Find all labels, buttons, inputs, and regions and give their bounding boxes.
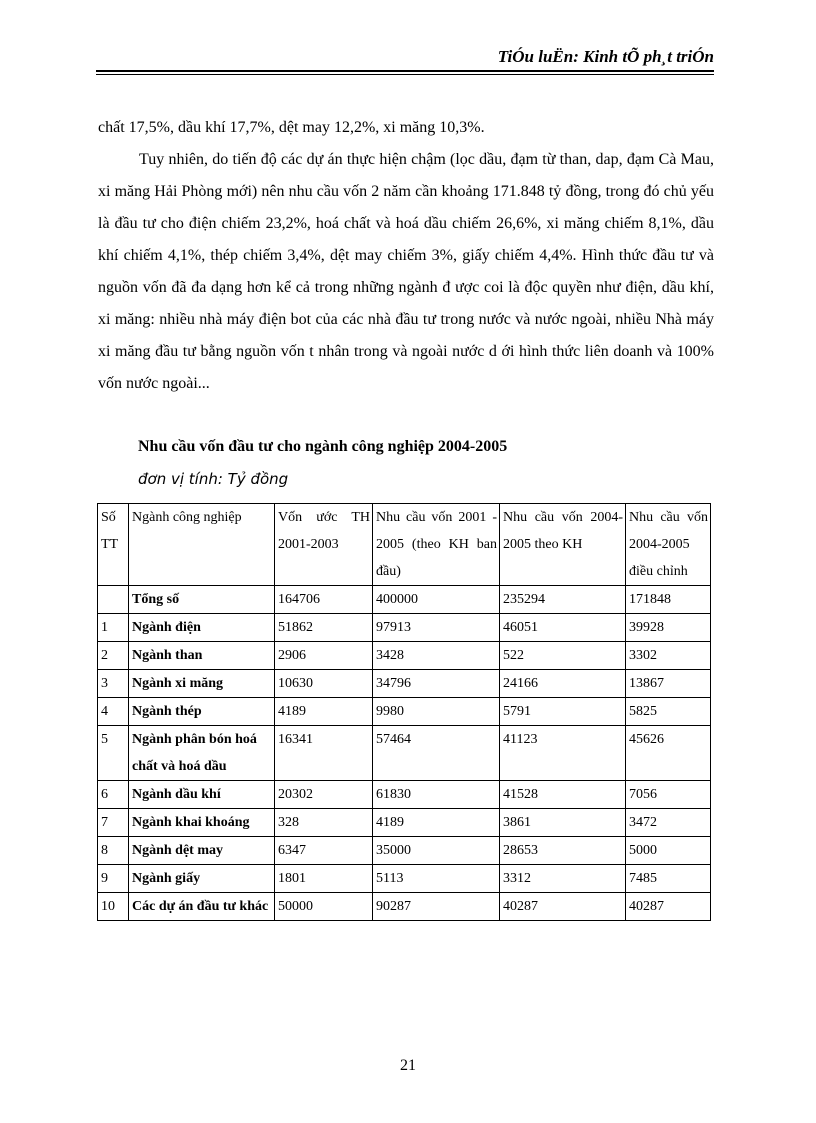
table-cell-value: 235294 — [500, 586, 626, 614]
table-cell-value: 3302 — [626, 642, 711, 670]
col-header-industry: Ngành công nghiệp — [129, 504, 275, 586]
table-cell-value: 9980 — [373, 698, 500, 726]
table-row — [98, 698, 711, 726]
table-cell-value: 39928 — [626, 614, 711, 642]
table-cell-value: 5113 — [373, 865, 500, 893]
table-cell-value: 41528 — [500, 781, 626, 809]
table-cell-value: 41123 — [500, 726, 626, 781]
table-cell-stt: 10 — [98, 893, 129, 921]
table-row — [98, 670, 711, 698]
table-cell-value: 90287 — [373, 893, 500, 921]
table-cell-value: 61830 — [373, 781, 500, 809]
header-rule-thick — [96, 70, 714, 72]
table-cell-stt: 9 — [98, 865, 129, 893]
table-cell-value: 40287 — [500, 893, 626, 921]
col-header-capital-2001-2003: Vốn ước TH 2001-2003 — [275, 504, 373, 586]
table-cell-value: 7485 — [626, 865, 711, 893]
table-cell-value: 57464 — [373, 726, 500, 781]
table-cell-industry: Ngành giấy — [129, 865, 275, 893]
table-cell-industry: Ngành điện — [129, 614, 275, 642]
table-row — [98, 781, 711, 809]
col-header-need-2001-2005: Nhu cầu vốn 2001 - 2005 (theo KH ban đầu) — [373, 504, 500, 586]
table-cell-stt: 5 — [98, 726, 129, 781]
table-cell-value: 34796 — [373, 670, 500, 698]
table-cell-value: 40287 — [626, 893, 711, 921]
table-cell-value: 46051 — [500, 614, 626, 642]
table-row — [98, 837, 711, 865]
table-cell-value: 6347 — [275, 837, 373, 865]
table-cell-value: 2906 — [275, 642, 373, 670]
col-header-stt: Số TT — [98, 504, 129, 586]
table-cell-value: 5791 — [500, 698, 626, 726]
col-header-need-2004-2005-plan: Nhu cầu vốn 2004-2005 theo KH — [500, 504, 626, 586]
table-cell-industry: Ngành than — [129, 642, 275, 670]
table-cell-stt — [98, 586, 129, 614]
table-cell-value: 171848 — [626, 586, 711, 614]
table-cell-stt: 2 — [98, 642, 129, 670]
table-cell-value: 10630 — [275, 670, 373, 698]
table-cell-value: 3428 — [373, 642, 500, 670]
table-row — [98, 893, 711, 921]
table-cell-value: 7056 — [626, 781, 711, 809]
table-cell-value: 50000 — [275, 893, 373, 921]
table-cell-stt: 7 — [98, 809, 129, 837]
table-cell-value: 35000 — [373, 837, 500, 865]
table-row — [98, 865, 711, 893]
table-cell-value: 3472 — [626, 809, 711, 837]
table-cell-value: 522 — [500, 642, 626, 670]
table-row — [98, 726, 711, 781]
table-cell-value: 4189 — [275, 698, 373, 726]
table-cell-value: 5000 — [626, 837, 711, 865]
table-cell-value: 164706 — [275, 586, 373, 614]
table-cell-industry: Ngành phân bón hoá chất và hoá dầu — [129, 726, 275, 781]
page-number: 21 — [400, 1057, 416, 1074]
table-row — [98, 586, 711, 614]
table-row — [98, 809, 711, 837]
table-cell-value: 3312 — [500, 865, 626, 893]
table-cell-value: 24166 — [500, 670, 626, 698]
table-cell-value: 45626 — [626, 726, 711, 781]
table-cell-value: 5825 — [626, 698, 711, 726]
table-cell-value: 28653 — [500, 837, 626, 865]
table-cell-stt: 4 — [98, 698, 129, 726]
table-caption: Nhu cầu vốn đầu tư cho ngành công nghiệp 2004-2005 — [138, 438, 508, 455]
table-cell-stt: 1 — [98, 614, 129, 642]
table-cell-industry: Ngành dầu khí — [129, 781, 275, 809]
table-cell-value: 16341 — [275, 726, 373, 781]
table-cell-value: 400000 — [373, 586, 500, 614]
table-cell-value: 51862 — [275, 614, 373, 642]
table-row — [98, 642, 711, 670]
header-rule-thin — [96, 74, 714, 75]
table-cell-value: 328 — [275, 809, 373, 837]
table-cell-industry: Các dự án đầu tư khác — [129, 893, 275, 921]
paragraph-continuation: chất 17,5%, dầu khí 17,7%, dệt may 12,2%, xi măng 10,3%. — [98, 119, 485, 136]
table-cell-value: 3861 — [500, 809, 626, 837]
table-cell-industry: Ngành khai khoáng — [129, 809, 275, 837]
table-cell-stt: 8 — [98, 837, 129, 865]
table-cell-industry: Ngành xi măng — [129, 670, 275, 698]
table-cell-value: 4189 — [373, 809, 500, 837]
col-header-need-2004-2005-adjusted: Nhu cầu vốn 2004-2005 điều chỉnh — [626, 504, 711, 586]
table-header-row — [98, 504, 711, 586]
table-cell-value: 13867 — [626, 670, 711, 698]
table-unit-note: đơn vị tính: Tỷ đồng — [138, 470, 289, 488]
table-cell-industry: Ngành thép — [129, 698, 275, 726]
table-cell-value: 20302 — [275, 781, 373, 809]
table-cell-stt: 6 — [98, 781, 129, 809]
table-cell-industry: Ngành dệt may — [129, 837, 275, 865]
investment-table — [97, 503, 711, 921]
table-cell-stt: 3 — [98, 670, 129, 698]
paragraph-investment-needs: Tuy nhiên, do tiến độ các dự án thực hiện chậm (lọc dầu, đạm từ than, dap, đạm Cà Mau, xi măng Hải Phòng mới) nên nhu cầu vốn 2 năm cần khoảng 171.848 tỷ đồng, trong đó chủ yếu là đầu tư cho điện chiếm 23,2%, hoá chất và hoá dầu chiếm 26,6%, xi măng chiếm 8,1%, dầu khí chiếm 4,1%, thép chiếm 3,4%, dệt may chiếm 3%, giấy chiếm 4,4%. Hình thức đầu tư và nguồn vốn đã đa dạng hơn kể cả trong những ngành đ ược coi là độc quyền như điện, dầu khí, xi măng: nhiều nhà máy điện bot của các nhà đầu tư trong nước và nước ngoài, nhiều Nhà máy xi măng đầu tư bằng nguồn vốn t nhân trong và ngoài nước d ới hình thức liên doanh và 100% vốn nước ngoài... — [98, 151, 714, 392]
running-header: TiÓu luËn: Kinh tÕ ph¸t triÓn — [497, 47, 714, 66]
table-cell-value: 1801 — [275, 865, 373, 893]
table-cell-value: 97913 — [373, 614, 500, 642]
table-cell-industry: Tổng số — [129, 586, 275, 614]
table-row — [98, 614, 711, 642]
